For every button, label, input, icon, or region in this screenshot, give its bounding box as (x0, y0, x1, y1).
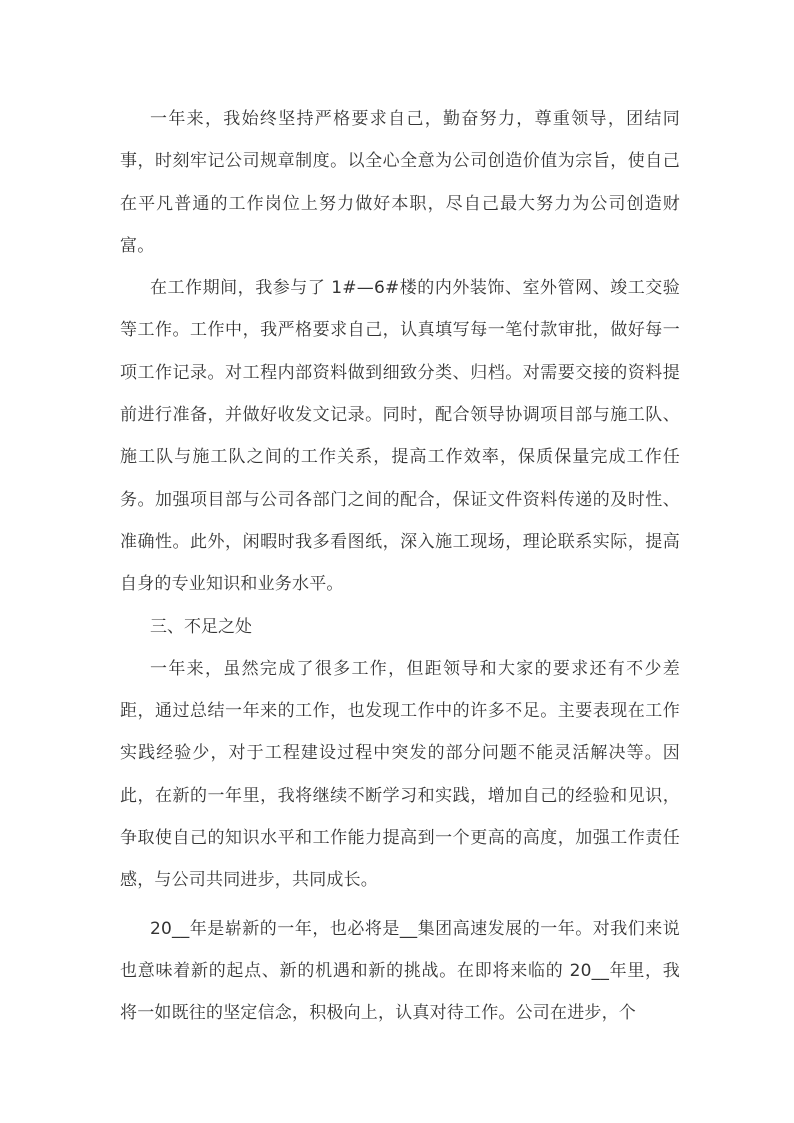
paragraph-shortcomings: 一年来，虽然完成了很多工作，但距领导和大家的要求还有不少差距，通过总结一年来的工作，也发现工作中的许多不足。主要表现在工作实践经验少，对于工程建设过程中突发的部分问题不能灵活解决等。因此，在新的一年里，我将继续不断学习和实践，增加自己的经验和见识，争取使自己的知识水平和工作能力提高到一个更高的高度，加强工作责任感，与公司共同进步，共同成长。 (120, 658, 680, 891)
paragraph-work-duties: 在工作期间，我参与了 1#—6#楼的内外装饰、室外管网、竣工交验等工作。工作中，我严格要求自己，认真填写每一笔付款审批，做好每一项工作记录。对工程内部资料做到细致分类、归档。对需要交接的资料提前进行准备，并做好收发文记录。同时，配合领导协调项目部与施工队、施工队与施工队之间的工作关系，提高工作效率，保质保量完成工作任务。加强项目部与公司各部门之间的配合，保证文件资料传递的及时性、准确性。此外，闲暇时我多看图纸，深入施工现场，理论联系实际，提高自身的专业知识和业务水平。 (120, 278, 680, 595)
section-heading-shortcomings: 三、不足之处 (150, 616, 252, 637)
document-page (120, 98, 680, 1035)
paragraph-new-year-outlook: 20__年是崭新的一年，也必将是__集团高速发展的一年。对我们来说也意味着新的起点、新的机遇和新的挑战。在即将来临的 20__年里，我将一如既往的坚定信念，积极向上，认真对待工作。公司在进步，个 (120, 918, 680, 1024)
paragraph-work-attitude: 一年来，我始终坚持严格要求自己，勤奋努力，尊重领导，团结同事，时刻牢记公司规章制度。以全心全意为公司创造价值为宗旨，使自己在平凡普通的工作岗位上努力做好本职，尽自己最大努力为公司创造财富。 (120, 109, 680, 256)
